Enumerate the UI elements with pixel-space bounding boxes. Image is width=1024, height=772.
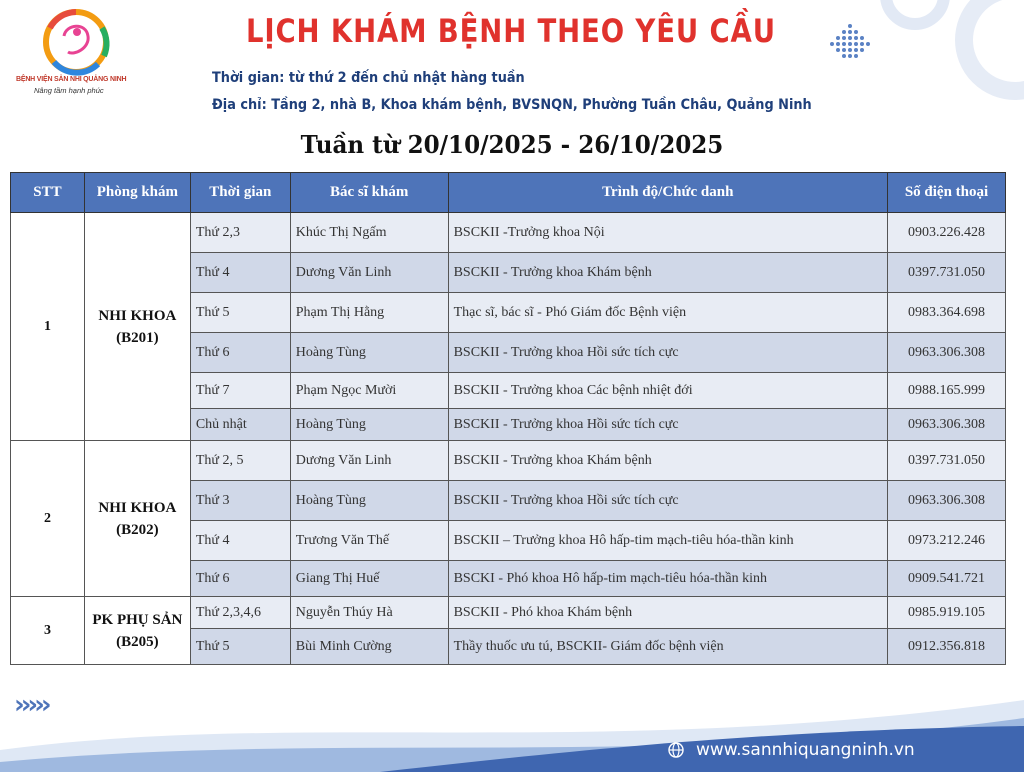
header-doctor: Bác sĩ khám: [290, 173, 448, 213]
phone-cell: 0973.212.246: [888, 521, 1006, 561]
doctor-cell: Hoàng Tùng: [290, 481, 448, 521]
title-cell: BSCKII -Trưởng khoa Nội: [448, 213, 887, 253]
header-room: Phòng khám: [84, 173, 190, 213]
time-cell: Thứ 3: [190, 481, 290, 521]
room-code: (B201): [116, 329, 159, 346]
title-cell: BSCKII - Trưởng khoa Hồi sức tích cực: [448, 333, 887, 373]
table-row: [11, 597, 1006, 629]
phone-cell: 0912.356.818: [888, 629, 1006, 665]
time-cell: Thứ 2,3: [190, 213, 290, 253]
page-title: LỊCH KHÁM BỆNH THEO YÊU CẦU: [246, 12, 776, 50]
doctor-cell: Giang Thị Huế: [290, 561, 448, 597]
title-cell: BSCKII - Trưởng khoa Khám bệnh: [448, 441, 887, 481]
hospital-logo-icon: [14, 6, 138, 98]
doctor-cell: Dương Văn Linh: [290, 253, 448, 293]
title-cell: BSCKII - Trưởng khoa Hồi sức tích cực: [448, 409, 887, 441]
doctor-cell: Hoàng Tùng: [290, 333, 448, 373]
doctor-cell: Phạm Thị Hằng: [290, 293, 448, 333]
title-cell: BSCKI - Phó khoa Hô hấp-tim mạch-tiêu hóa-thần kinh: [448, 561, 887, 597]
header-phone: Số điện thoại: [888, 173, 1006, 213]
hospital-name: BỆNH VIỆN SẢN NHI QUẢNG NINH: [16, 76, 127, 83]
group-room: [84, 597, 190, 665]
title-cell: BSCKII - Trưởng khoa Các bệnh nhiệt đới: [448, 373, 887, 409]
header-time: Thời gian: [190, 173, 290, 213]
doctor-cell: Khúc Thị Ngấm: [290, 213, 448, 253]
website-link[interactable]: www.sannhiquangninh.vn: [696, 740, 915, 760]
phone-cell: 0903.226.428: [888, 213, 1006, 253]
title-cell: Thạc sĩ, bác sĩ - Phó Giám đốc Bệnh viện: [448, 293, 887, 333]
group-stt: 1: [11, 213, 85, 441]
phone-cell: 0397.731.050: [888, 253, 1006, 293]
globe-icon: [668, 742, 684, 758]
group-stt: 2: [11, 441, 85, 597]
room-name: PK PHỤ SẢN: [92, 611, 183, 628]
room-name: NHI KHOA: [98, 307, 177, 324]
time-cell: Chủ nhật: [190, 409, 290, 441]
phone-cell: 0909.541.721: [888, 561, 1006, 597]
phone-cell: 0988.165.999: [888, 373, 1006, 409]
room-name: NHI KHOA: [98, 499, 177, 516]
phone-cell: 0963.306.308: [888, 481, 1006, 521]
doctor-cell: Nguyễn Thúy Hà: [290, 597, 448, 629]
doctor-cell: Trương Văn Thế: [290, 521, 448, 561]
schedule-time-info: Thời gian: từ thứ 2 đến chủ nhật hàng tuần: [212, 70, 525, 86]
hospital-slogan: Nâng tầm hạnh phúc: [34, 86, 104, 95]
phone-cell: 0963.306.308: [888, 409, 1006, 441]
chevron-right-icon: ›››››: [14, 690, 48, 720]
decorative-dots: [826, 22, 874, 62]
address-info: Địa chỉ: Tầng 2, nhà B, Khoa khám bệnh, BVSNQN, Phường Tuần Châu, Quảng Ninh: [212, 97, 812, 113]
time-cell: Thứ 2, 5: [190, 441, 290, 481]
group-room: [84, 441, 190, 597]
time-cell: Thứ 4: [190, 253, 290, 293]
doctor-cell: Dương Văn Linh: [290, 441, 448, 481]
table-header-row: [11, 173, 1006, 213]
time-cell: Thứ 6: [190, 561, 290, 597]
time-cell: Thứ 5: [190, 293, 290, 333]
phone-cell: 0985.919.105: [888, 597, 1006, 629]
phone-cell: 0963.306.308: [888, 333, 1006, 373]
group-stt: 3: [11, 597, 85, 665]
table-row: [11, 441, 1006, 481]
room-code: (B205): [116, 633, 159, 650]
decorative-circle: [880, 0, 950, 30]
phone-cell: 0397.731.050: [888, 441, 1006, 481]
title-cell: Thầy thuốc ưu tú, BSCKII- Giám đốc bệnh viện: [448, 629, 887, 665]
group-room: [84, 213, 190, 441]
time-cell: Thứ 7: [190, 373, 290, 409]
doctor-cell: Hoàng Tùng: [290, 409, 448, 441]
table-row: [11, 213, 1006, 253]
decorative-circle-large: [955, 0, 1024, 100]
time-cell: Thứ 2,3,4,6: [190, 597, 290, 629]
phone-cell: 0983.364.698: [888, 293, 1006, 333]
time-cell: Thứ 6: [190, 333, 290, 373]
title-cell: BSCKII - Phó khoa Khám bệnh: [448, 597, 887, 629]
header-stt: STT: [11, 173, 85, 213]
schedule-table: [10, 172, 1006, 665]
week-range: Tuần từ 20/10/2025 - 26/10/2025: [300, 130, 724, 159]
time-cell: Thứ 5: [190, 629, 290, 665]
room-code: (B202): [116, 521, 159, 538]
doctor-cell: Bùi Minh Cường: [290, 629, 448, 665]
time-cell: Thứ 4: [190, 521, 290, 561]
title-cell: BSCKII – Trưởng khoa Hô hấp-tim mạch-tiêu hóa-thần kinh: [448, 521, 887, 561]
doctor-cell: Phạm Ngọc Mười: [290, 373, 448, 409]
header-title: Trình độ/Chức danh: [448, 173, 887, 213]
title-cell: BSCKII - Trưởng khoa Hồi sức tích cực: [448, 481, 887, 521]
title-cell: BSCKII - Trưởng khoa Khám bệnh: [448, 253, 887, 293]
